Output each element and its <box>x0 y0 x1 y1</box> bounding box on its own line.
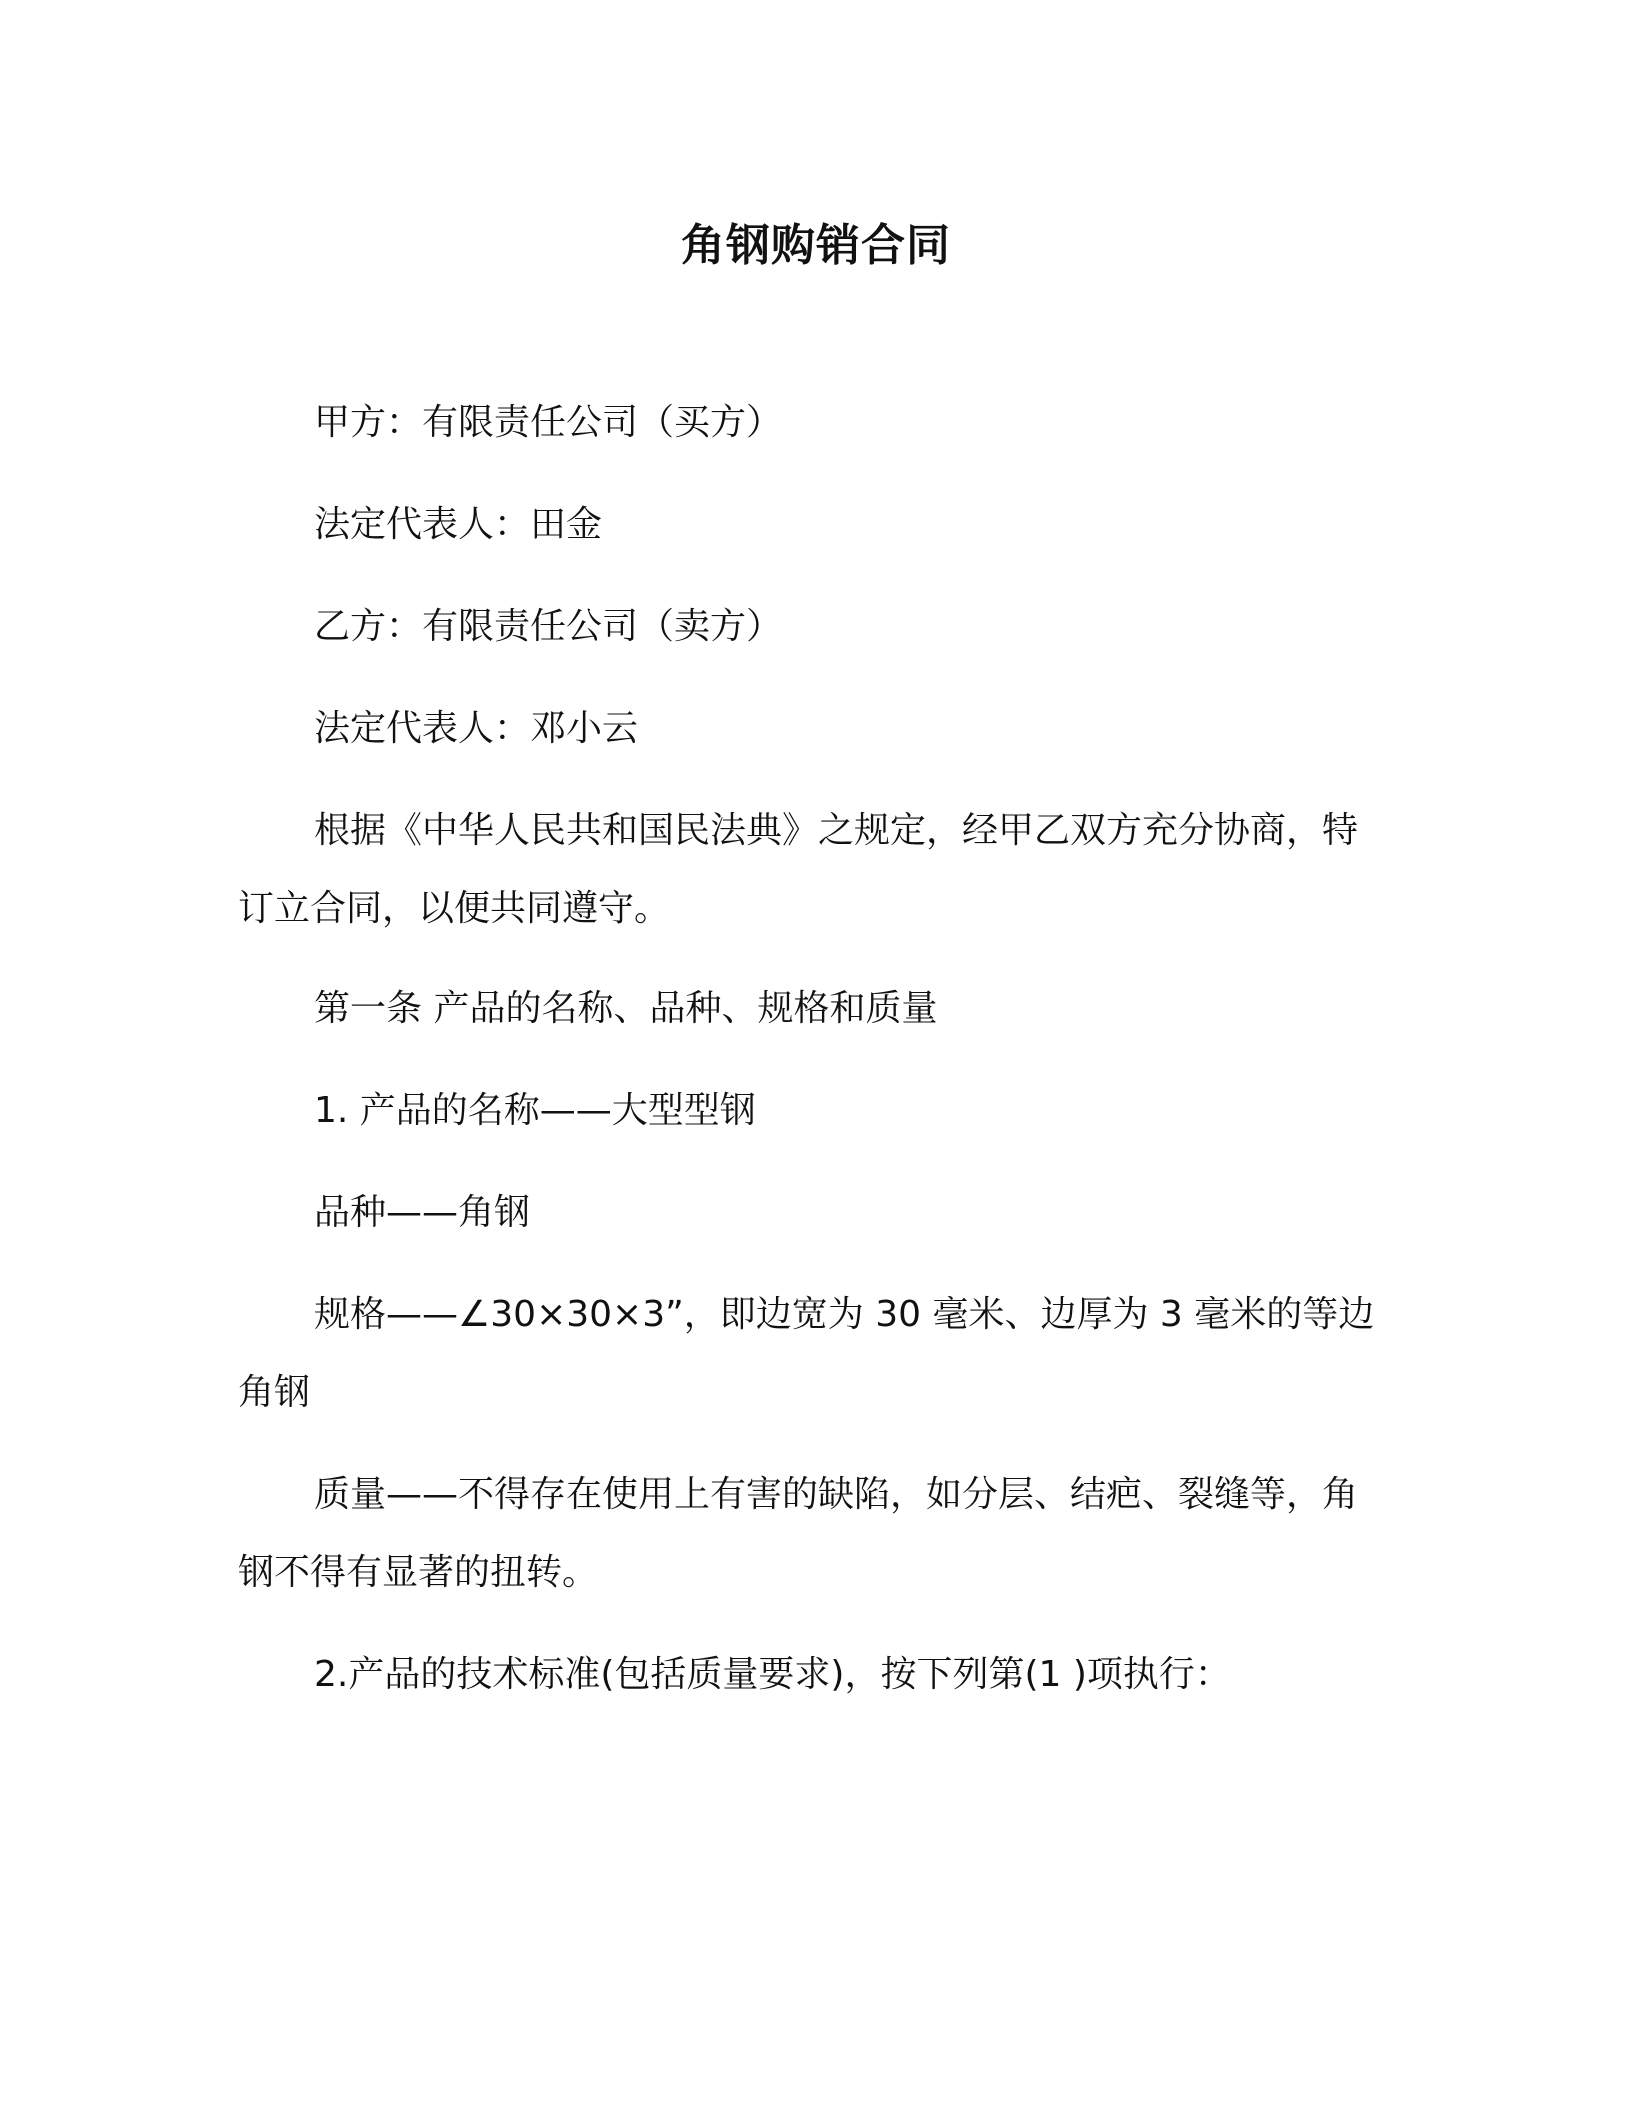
party-a: 甲方：有限责任公司（买方） <box>314 402 783 443</box>
party-a-representative: 法定代表人：田金 <box>314 504 603 545</box>
product-name-item: 1. 产品的名称——大型型钢 <box>314 1090 756 1131</box>
preamble-paragraph: 根据《中华人民共和国民法典》之规定，经甲乙双方充分协商，特订立合同，以便共同遵守。 <box>238 810 1359 929</box>
product-spec-item: 规格——∠30×30×3”，即边宽为 30 毫米、边厚为 3 毫米的等边角钢 <box>238 1294 1375 1413</box>
party-b-representative: 法定代表人：邓小云 <box>314 708 639 749</box>
document-title: 角钢购销合同 <box>681 220 951 271</box>
article-one-heading: 第一条 产品的名称、品种、规格和质量 <box>314 988 938 1029</box>
party-b: 乙方：有限责任公司（卖方） <box>314 606 783 647</box>
technical-standard-item: 2.产品的技术标准(包括质量要求)，按下列第(1 )项执行： <box>314 1654 1231 1695</box>
product-variety-item: 品种——角钢 <box>314 1192 531 1233</box>
product-quality-item: 质量——不得存在使用上有害的缺陷，如分层、结疤、裂缝等，角钢不得有显著的扭转。 <box>238 1474 1359 1593</box>
